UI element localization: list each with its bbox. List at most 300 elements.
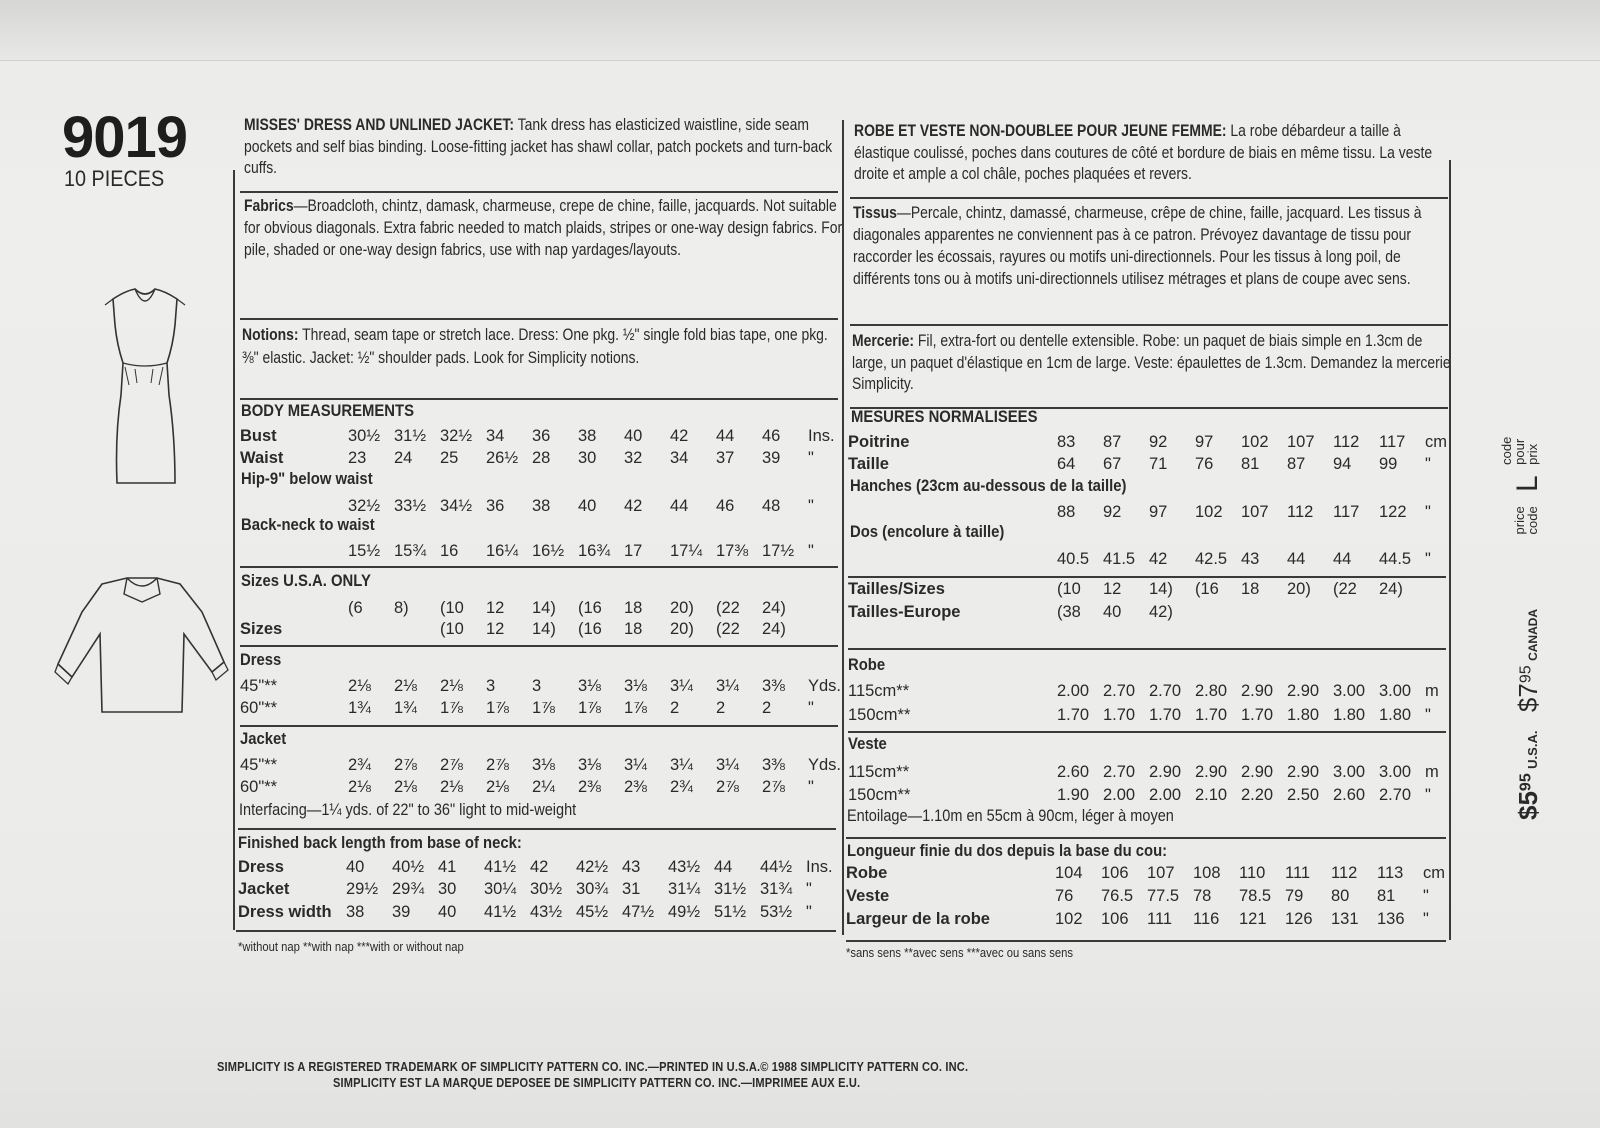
row-value: 40: [578, 497, 597, 515]
row-value: 34½: [440, 497, 473, 515]
row-label: Waist: [240, 449, 284, 467]
row-value: 2.70: [1379, 786, 1412, 804]
row-value: 20): [1287, 580, 1311, 598]
row-value: 1.70: [1149, 706, 1182, 724]
divider: [848, 648, 1446, 650]
row-value: 3⅛: [624, 677, 647, 695]
row-value: 37: [716, 449, 735, 467]
row-label: 150cm**: [848, 786, 911, 804]
row-value: 44.5: [1379, 550, 1412, 568]
row-label: [240, 597, 348, 619]
divider: [850, 324, 1448, 326]
row-value: 136: [1377, 910, 1405, 928]
row-value: 80: [1331, 887, 1350, 905]
row-value: 44: [1333, 550, 1352, 568]
row-unit: [1425, 601, 1465, 623]
row-value: 1⅞: [532, 699, 555, 717]
row-value: 76.5: [1101, 887, 1134, 905]
row-value: 17¼: [670, 542, 703, 560]
row-value: 2⅜: [578, 778, 601, 796]
row-value: 8): [394, 599, 409, 617]
row-unit: [808, 618, 848, 640]
row-value: 94: [1333, 455, 1352, 473]
row-value: 30: [578, 449, 597, 467]
row-value: 3¼: [670, 677, 693, 695]
row-label: Veste: [846, 887, 890, 905]
row-taille: [848, 453, 1465, 475]
row-robe-150: [848, 704, 1465, 726]
row-value: 51½: [714, 903, 747, 921]
row-value: 48: [762, 497, 781, 515]
row-value: 39: [762, 449, 781, 467]
mercerie-label: Mercerie:: [852, 331, 914, 350]
row-value: 83: [1057, 433, 1076, 451]
row-value: 2.00: [1057, 682, 1090, 700]
row-unit: ": [808, 497, 814, 515]
row-value: 3.00: [1333, 682, 1366, 700]
row-value: (16: [578, 599, 602, 617]
row-value: 12: [486, 620, 505, 638]
row-value: 2.80: [1195, 682, 1228, 700]
row-unit: ": [1423, 887, 1429, 905]
row-value: 31½: [714, 880, 747, 898]
row-value: (22: [716, 620, 740, 638]
row-value: 2.10: [1195, 786, 1228, 804]
row-value: 16¾: [578, 542, 611, 560]
price-canada-label: CANADA: [1526, 608, 1540, 661]
row-value: 18: [624, 620, 643, 638]
row-dress-45: [240, 675, 848, 697]
row-label: 115cm**: [848, 763, 910, 781]
row-value: 24): [762, 599, 786, 617]
divider: [238, 828, 836, 830]
row-value: 112: [1331, 864, 1358, 882]
row-poitrine: [848, 431, 1465, 453]
row-value: 1⅞: [578, 699, 601, 717]
row-unit: Ins.: [806, 858, 833, 876]
row-value: 3¼: [670, 756, 693, 774]
row-value: 2.90: [1241, 682, 1274, 700]
row-sizes: [240, 618, 848, 640]
row-value: 3¼: [716, 756, 739, 774]
row-unit: ": [1425, 550, 1431, 568]
price-usa-label: U.S.A.: [1525, 730, 1540, 769]
row-unit: ": [1425, 786, 1431, 804]
row-value: 1.70: [1057, 706, 1090, 724]
row-value: 20): [670, 599, 694, 617]
row-unit: ": [1423, 910, 1429, 928]
row-value: 113: [1377, 864, 1404, 882]
row-value: 1.80: [1379, 706, 1412, 724]
row-value: 2.20: [1241, 786, 1274, 804]
row-value: (38: [1057, 603, 1081, 621]
row-value: 2⅛: [486, 778, 509, 796]
row-value: 28: [532, 449, 551, 467]
row-value: (10: [440, 599, 464, 617]
row-value: 2.00: [1103, 786, 1136, 804]
row-value: 16: [440, 542, 459, 560]
row-value: 29¾: [392, 880, 425, 898]
row-value: 24): [762, 620, 786, 638]
row-label: [240, 540, 348, 562]
row-value: 102: [1241, 433, 1269, 451]
row-value: 30: [438, 880, 457, 898]
pattern-number: 9019: [62, 105, 188, 170]
row-unit: ": [806, 903, 812, 921]
row-value: 33½: [394, 497, 427, 515]
row-value: 2.70: [1103, 682, 1136, 700]
row-unit: m: [1425, 763, 1439, 781]
row-value: 2¼: [532, 778, 555, 796]
row-value: 67: [1103, 455, 1122, 473]
row-value: 40½: [392, 858, 425, 876]
row-value: 45½: [576, 903, 609, 921]
row-value: 3¼: [624, 756, 647, 774]
row-value: 30¼: [484, 880, 517, 898]
row-value: (6: [348, 599, 363, 617]
row-unit: Yds.: [808, 677, 842, 695]
row-value: 38: [346, 903, 365, 921]
row-value: 126: [1285, 910, 1313, 928]
row-value: 42: [670, 427, 689, 445]
row-value: 3: [486, 677, 496, 695]
row-label: Jacket: [238, 880, 290, 898]
row-value: 106: [1101, 864, 1129, 882]
dress-heading: Dress: [240, 651, 282, 669]
row-value: 111: [1285, 864, 1311, 882]
fabrics-text: —Broadcloth, chintz, damask, charmeuse, crepe de chine, faille, jacquards. Not suitable for obvious diagonals. Extra fabric needed to match plaids, stripes or one-way design fabrics. For pile, shaded or one-way design fabrics, use with nap yardages/layouts.: [244, 196, 843, 259]
row-value: 2: [762, 699, 772, 717]
row-largeur-robe: [846, 908, 1463, 930]
row-value: 2⅞: [440, 756, 463, 774]
row-value: 42): [1149, 603, 1173, 621]
en-footnote: *without nap **with nap ***with or without nap: [238, 940, 464, 954]
row-value: 2: [716, 699, 726, 717]
row-value: 71: [1149, 455, 1168, 473]
row-value: 20): [670, 620, 694, 638]
price-code-label: price code: [1512, 506, 1540, 535]
row-value: 87: [1103, 433, 1122, 451]
row-unit: ": [1425, 706, 1431, 724]
divider: [846, 940, 1446, 942]
row-value: 44: [670, 497, 689, 515]
row-value: 43½: [530, 903, 563, 921]
row-value: 1.90: [1057, 786, 1090, 804]
footer-trademark-fr: SIMPLICITY EST LA MARQUE DEPOSEE DE SIMPLICITY PATTERN CO. INC.—IMPRIMEE AUX E.U.: [333, 1075, 861, 1090]
backneck-label: Back-neck to waist: [241, 516, 375, 534]
row-value: 34: [486, 427, 505, 445]
row-value: 79: [1285, 887, 1304, 905]
tissus-label: Tissus: [853, 203, 897, 222]
row-value: 3⅜: [762, 677, 785, 695]
row-value: (22: [716, 599, 740, 617]
row-value: 18: [624, 599, 643, 617]
row-value: (10: [1057, 580, 1081, 598]
divider: [240, 725, 838, 727]
price-usa: $5: [1513, 791, 1543, 820]
en-notions: [242, 323, 842, 369]
row-value: 30¾: [576, 880, 609, 898]
row-value: 42: [624, 497, 643, 515]
row-value: 31¾: [760, 880, 793, 898]
price-block: [1500, 425, 1545, 820]
row-value: 40.5: [1057, 550, 1090, 568]
row-value: 2.60: [1057, 763, 1090, 781]
row-value: 2⅛: [394, 677, 417, 695]
row-value: 112: [1287, 503, 1314, 521]
row-value: 3.00: [1379, 763, 1412, 781]
row-tailles-europe: [848, 601, 1465, 623]
row-sizes-usa: [240, 597, 848, 619]
jacket-illustration: [52, 572, 232, 720]
notions-text: Thread, seam tape or stretch lace. Dress: One pkg. ½" single fold bias tape, one pkg. ⅜" elastic. Jacket: ½" shoulder pads. Look for Simplicity notions.: [242, 325, 828, 367]
row-unit: ": [1425, 455, 1431, 473]
row-value: 44: [716, 427, 735, 445]
row-waist: [240, 447, 848, 469]
row-value: 104: [1055, 864, 1083, 882]
row-value: 18: [1241, 580, 1260, 598]
row-value: 1¾: [394, 699, 417, 717]
row-value: [394, 618, 440, 640]
row-value: 2.70: [1149, 682, 1182, 700]
row-label: Robe: [846, 864, 888, 882]
row-value: [1333, 601, 1379, 623]
pattern-pieces: 10 PIECES: [64, 166, 165, 191]
row-value: 43: [1241, 550, 1260, 568]
price-canada: $7: [1513, 683, 1543, 713]
row-value: 2⅛: [348, 778, 371, 796]
row-value: 106: [1101, 910, 1129, 928]
row-value: 43½: [668, 858, 701, 876]
finished-heading: Finished back length from base of neck:: [238, 834, 522, 852]
longueur-heading: Longueur finie du dos depuis la base du cou:: [847, 842, 1168, 860]
row-value: 29½: [346, 880, 379, 898]
divider: [846, 837, 1446, 839]
row-finished-jacket: [238, 878, 846, 900]
row-unit: m: [1425, 682, 1439, 700]
fr-title: ROBE ET VESTE NON-DOUBLEE POUR JEUNE FEMME:: [854, 121, 1227, 140]
row-value: 43: [622, 858, 641, 876]
row-finished-dress: [238, 856, 846, 878]
row-value: 2.90: [1195, 763, 1228, 781]
row-value: 42: [530, 858, 549, 876]
column-border-left: [233, 170, 235, 930]
row-value: 44: [1287, 550, 1306, 568]
row-value: 102: [1195, 503, 1223, 521]
row-value: 32½: [348, 497, 381, 515]
en-title: MISSES' DRESS AND UNLINED JACKET:: [244, 115, 515, 134]
en-description: [244, 114, 844, 179]
fabrics-label: Fabrics: [244, 196, 294, 215]
row-value: 110: [1239, 864, 1266, 882]
row-value: 42½: [576, 858, 609, 876]
row-value: 2.90: [1149, 763, 1182, 781]
row-backneck: [240, 540, 848, 562]
row-value: 78: [1193, 887, 1212, 905]
row-value: 117: [1379, 433, 1406, 451]
row-value: 14): [532, 620, 556, 638]
row-value: 44½: [760, 858, 793, 876]
jacket-heading: Jacket: [240, 730, 287, 748]
row-value: [1195, 601, 1241, 623]
row-value: 25: [440, 449, 459, 467]
row-label: [848, 501, 1057, 523]
row-value: 3⅛: [578, 677, 601, 695]
row-value: 42.5: [1195, 550, 1228, 568]
notions-label: Notions:: [242, 325, 299, 344]
row-value: 38: [532, 497, 551, 515]
row-unit: ": [808, 699, 814, 717]
row-value: 112: [1333, 433, 1360, 451]
row-value: 32½: [440, 427, 473, 445]
row-label: Dress width: [238, 903, 332, 921]
divider: [240, 645, 838, 647]
row-unit: ": [1425, 503, 1431, 521]
row-value: 3.00: [1333, 763, 1366, 781]
row-value: 111: [1147, 910, 1173, 928]
hip-label: Hip-9" below waist: [241, 470, 373, 488]
row-value: 12: [1103, 580, 1122, 598]
row-value: 87: [1287, 455, 1306, 473]
row-value: 41½: [484, 903, 517, 921]
en-title-text: Tank dress has elasticized waistline, side seam pockets and self bias binding. Loose-fitting jacket has shawl collar, patch pockets and turn-back cuffs.: [244, 115, 833, 178]
row-value: 39: [392, 903, 411, 921]
entoilage: Entoilage—1.10m en 55cm à 90cm, léger à moyen: [847, 807, 1174, 825]
row-bust: [240, 425, 848, 447]
dos-label: Dos (encolure à taille): [850, 523, 1005, 541]
row-hanches: [848, 501, 1465, 523]
row-value: [1287, 601, 1333, 623]
divider: [240, 318, 838, 320]
row-value: 2: [670, 699, 680, 717]
row-value: 117: [1333, 503, 1360, 521]
row-value: 102: [1055, 910, 1083, 928]
row-value: 1¾: [348, 699, 371, 717]
row-value: 2.60: [1333, 786, 1366, 804]
row-value: 2.70: [1103, 763, 1136, 781]
row-label: Bust: [240, 427, 277, 445]
row-value: 97: [1149, 503, 1168, 521]
row-value: 40: [346, 858, 365, 876]
row-jacket-60: [240, 776, 848, 798]
row-value: 36: [486, 497, 505, 515]
row-value: [1379, 601, 1425, 623]
footer-trademark-en: SIMPLICITY IS A REGISTERED TRADEMARK OF SIMPLICITY PATTERN CO. INC.—PRINTED IN U.S.A.© 1988 SIMPLICITY PATTERN CO. INC.: [217, 1059, 969, 1074]
row-value: 76: [1055, 887, 1074, 905]
mesures-heading: MESURES NORMALISEES: [851, 408, 1038, 426]
tissus-text: —Percale, chintz, damassé, charmeuse, crêpe de chine, faille, jacquard. Les tissus à diagonales apparentes ne conviennent pas à ce patron. Prévoyez davantage de tissu pour raccorder les écossais, rayures ou motifs uni-directionnels. Pour les tissus à long poil, de différents tons ou à motifs uni-directionnels utilisez métrages et plans de coupe avec sens.: [853, 203, 1422, 288]
row-value: 47½: [622, 903, 655, 921]
divider: [236, 930, 836, 932]
row-value: 3⅛: [578, 756, 601, 774]
fr-footnote: *sans sens **avec sens ***avec ou sans sens: [846, 946, 1074, 960]
row-unit: ": [808, 449, 814, 467]
row-value: 41.5: [1103, 550, 1136, 568]
row-unit: ": [808, 778, 814, 796]
row-unit: [808, 597, 848, 619]
row-robe-115: [848, 680, 1465, 702]
row-veste-150: [848, 784, 1465, 806]
row-value: 131: [1331, 910, 1359, 928]
row-veste-115: [848, 761, 1465, 783]
row-dress-width: [238, 901, 846, 923]
row-unit: ": [808, 542, 814, 560]
row-value: 12: [486, 599, 505, 617]
price-canada-cents: 95: [1517, 665, 1535, 684]
row-unit: ": [806, 880, 812, 898]
row-value: 41½: [484, 858, 517, 876]
robe-heading: Robe: [848, 656, 886, 674]
row-unit: Yds.: [808, 756, 842, 774]
divider: [848, 731, 1446, 733]
row-value: 36: [532, 427, 551, 445]
row-jacket-45: [240, 754, 848, 776]
row-label: Dress: [238, 858, 284, 876]
row-value: 81: [1377, 887, 1396, 905]
row-value: 2¾: [348, 756, 371, 774]
body-measurements-heading: BODY MEASUREMENTS: [241, 402, 414, 420]
row-value: 2.50: [1287, 786, 1320, 804]
row-value: 1.70: [1103, 706, 1136, 724]
row-value: 26½: [486, 449, 519, 467]
row-value: 88: [1057, 503, 1076, 521]
row-value: 31¼: [668, 880, 701, 898]
row-value: 46: [716, 497, 735, 515]
row-label: 150cm**: [848, 706, 911, 724]
row-label: Tailles-Europe: [848, 603, 961, 621]
row-value: 38: [578, 427, 597, 445]
row-value: 2⅞: [716, 778, 739, 796]
row-value: 2⅛: [348, 677, 371, 695]
divider: [240, 398, 838, 400]
veste-heading: Veste: [848, 735, 887, 753]
divider: [240, 191, 838, 193]
row-unit: cm: [1423, 864, 1445, 882]
row-label: Largeur de la robe: [846, 910, 990, 928]
row-value: 3⅜: [762, 756, 785, 774]
row-value: 24): [1379, 580, 1403, 598]
row-value: 23: [348, 449, 367, 467]
row-value: 40: [624, 427, 643, 445]
row-value: 92: [1149, 433, 1168, 451]
row-value: 2.00: [1149, 786, 1182, 804]
divider: [850, 197, 1448, 199]
row-value: 64: [1057, 455, 1076, 473]
row-value: 31: [622, 880, 641, 898]
row-value: 77.5: [1147, 887, 1180, 905]
row-value: 40: [438, 903, 457, 921]
row-longueur-robe: [846, 862, 1463, 884]
row-value: 2⅛: [440, 778, 463, 796]
row-label: [240, 495, 348, 517]
row-longueur-veste: [846, 885, 1463, 907]
row-value: 24: [394, 449, 413, 467]
row-value: 1.80: [1333, 706, 1366, 724]
fr-fabrics: [853, 202, 1453, 290]
row-value: 31½: [394, 427, 427, 445]
envelope-flap: [0, 0, 1600, 61]
fr-notions: [852, 330, 1452, 395]
row-value: 78.5: [1239, 887, 1272, 905]
row-unit: Ins.: [808, 427, 835, 445]
row-label: 45"**: [240, 677, 278, 695]
row-value: 44: [714, 858, 733, 876]
row-value: 40: [1103, 603, 1122, 621]
row-value: 53½: [760, 903, 793, 921]
row-dos: [848, 548, 1465, 570]
row-value: 2⅞: [762, 778, 785, 796]
row-value: 17⅜: [716, 542, 749, 560]
